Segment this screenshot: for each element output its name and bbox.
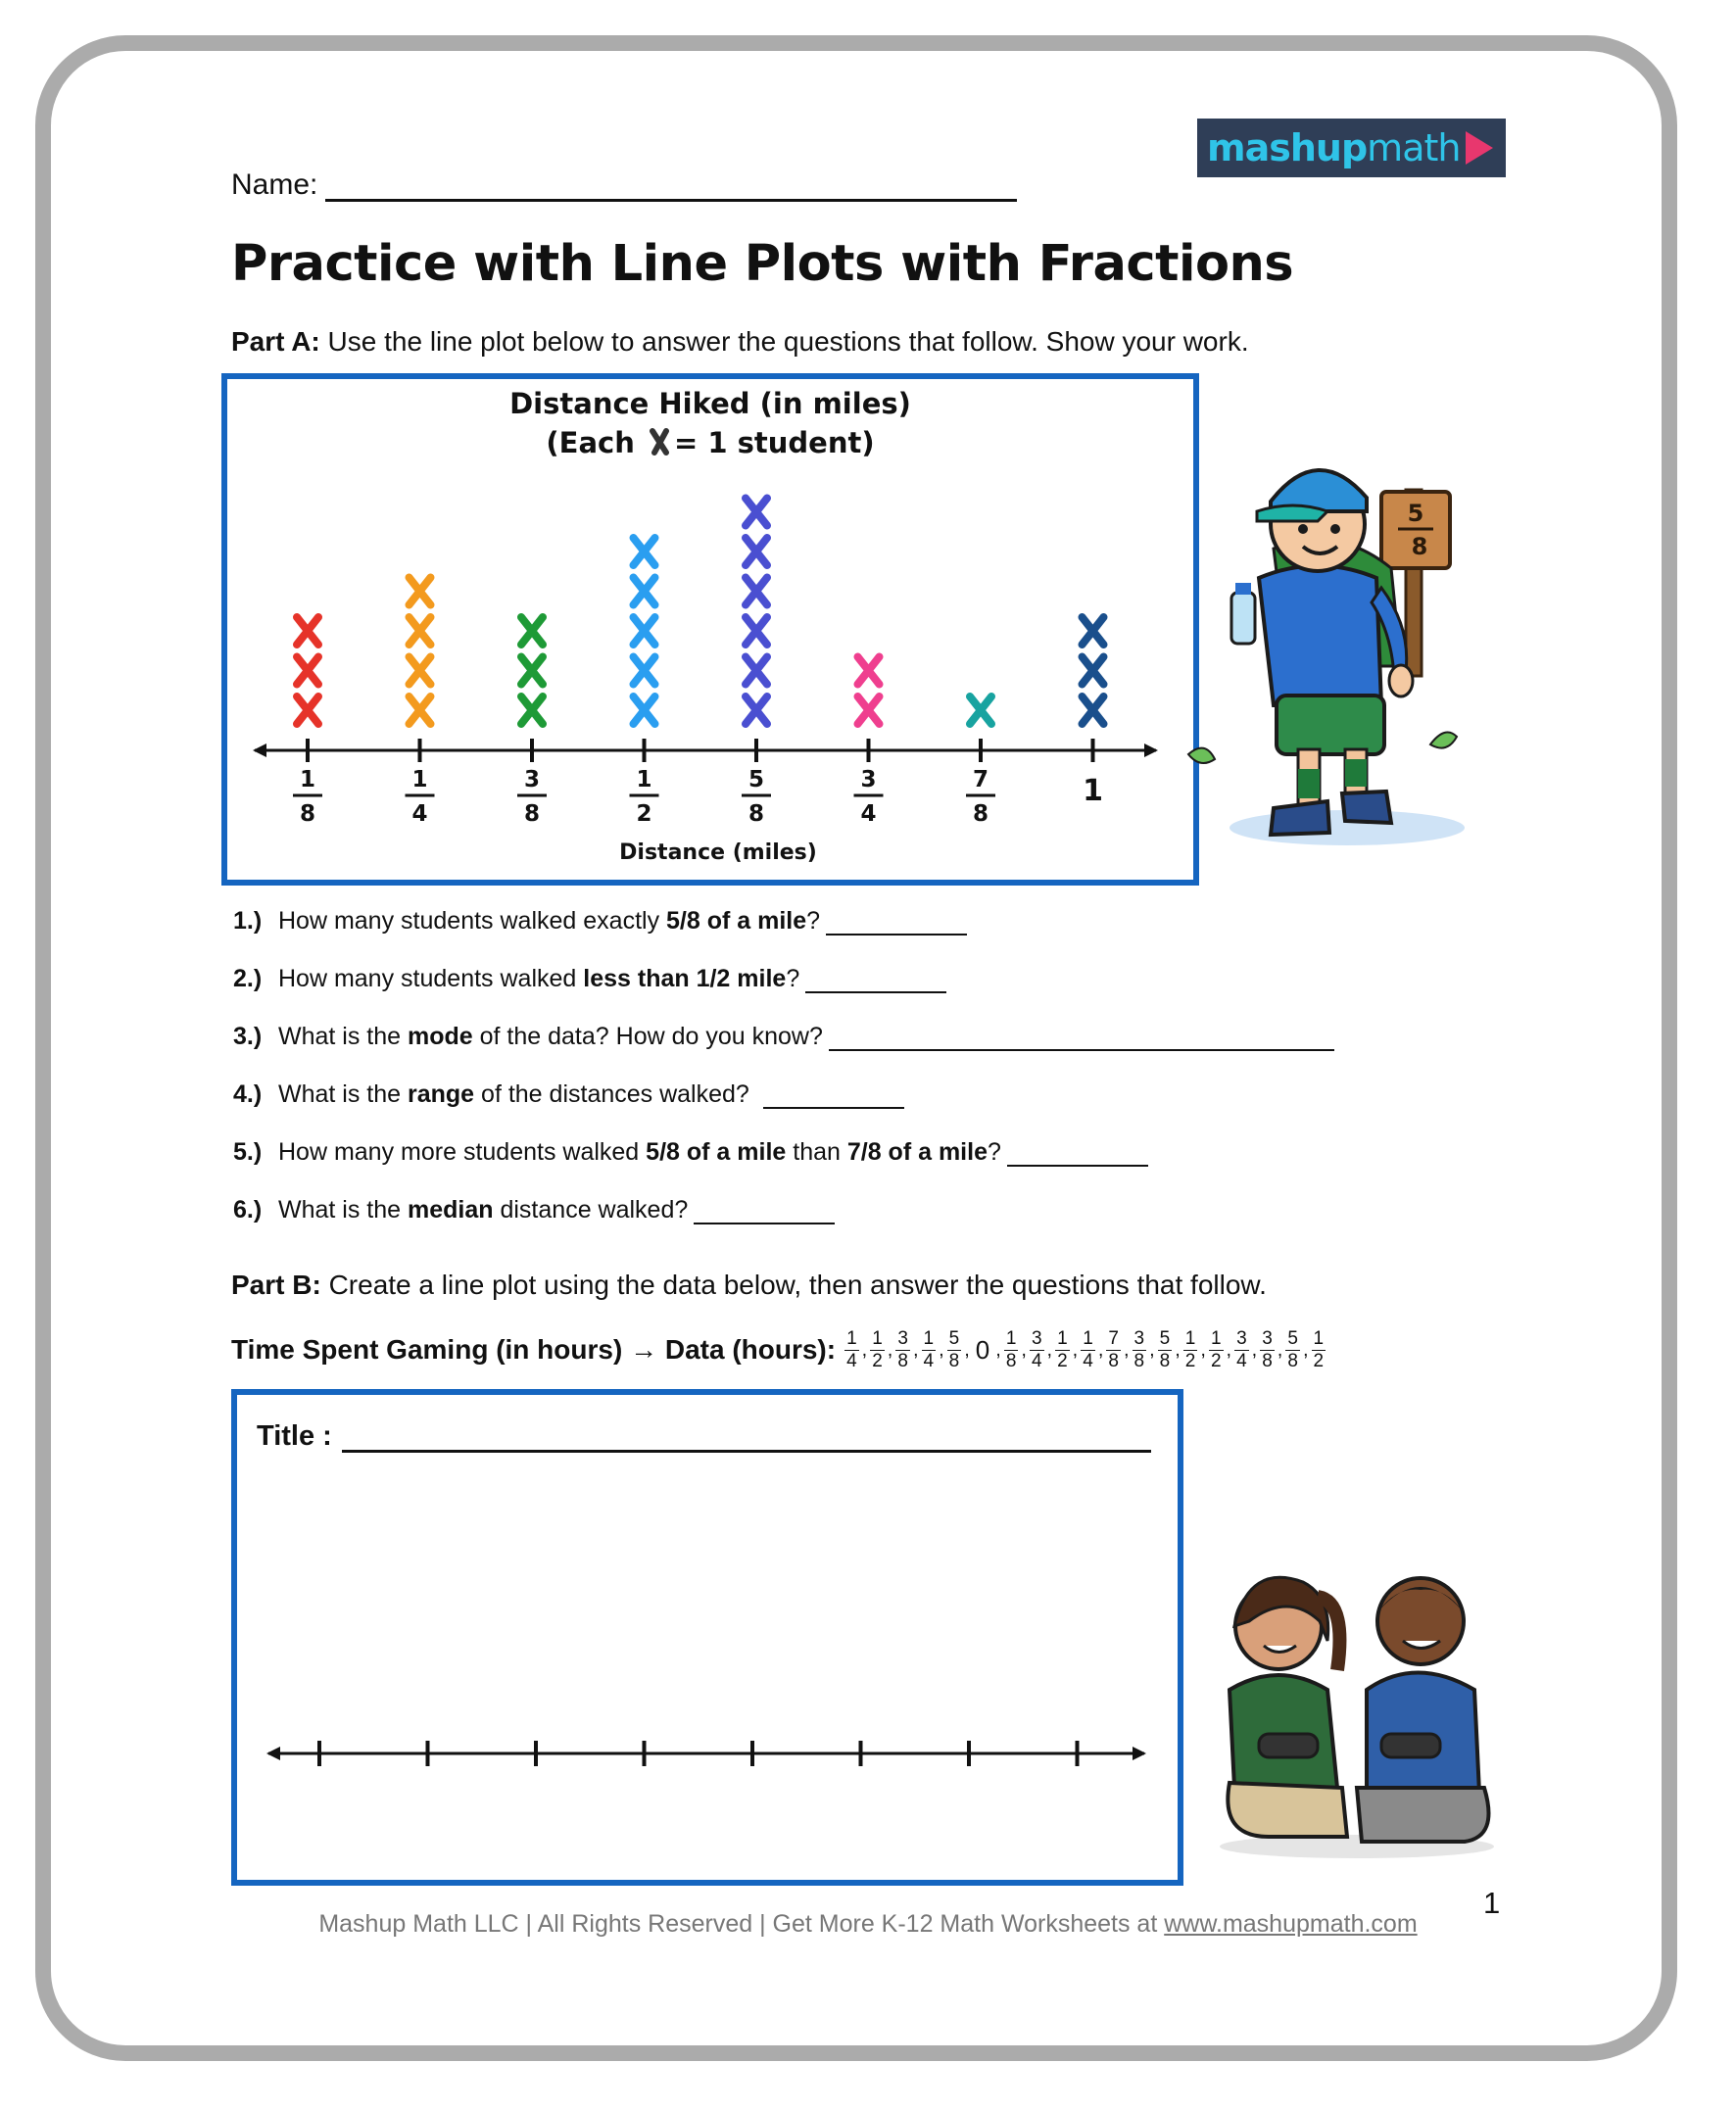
x-mark xyxy=(970,696,991,724)
tick-label-denominator: 8 xyxy=(299,801,316,827)
part-a-instructions: Part A: Use the line plot below to answer the questions that follow. Show your work. xyxy=(231,326,1249,357)
part-b-instructions: Part B: Create a line plot using the data below, then answer the questions that follow. xyxy=(231,1270,1267,1300)
data-value: $\frac{3}{4}$ xyxy=(1236,1327,1247,1371)
x-mark xyxy=(410,657,431,685)
arrow-left-icon xyxy=(253,744,266,757)
data-value: 0 xyxy=(975,1334,990,1365)
tick-label-numerator: 7 xyxy=(972,767,989,792)
question-number: 6.) xyxy=(233,1196,263,1223)
tick-label-numerator: 3 xyxy=(860,767,877,792)
svg-text:5: 5 xyxy=(1407,500,1424,527)
tick-label-denominator: 8 xyxy=(972,801,989,827)
question-text: How many students walked exactly 5/8 of a mile? xyxy=(278,907,821,935)
x-mark xyxy=(1083,696,1104,724)
x-mark xyxy=(746,657,767,685)
answer-blank[interactable] xyxy=(805,968,946,993)
data-value: $\frac{1}{2}$ xyxy=(1313,1327,1325,1371)
gamers-illustration xyxy=(1210,1543,1504,1861)
arrow-left-icon xyxy=(266,1747,280,1760)
x-mark xyxy=(858,696,880,724)
data-value: $\frac{5}{8}$ xyxy=(1287,1327,1298,1371)
question-3 xyxy=(233,1023,1334,1051)
data-value: $\frac{3}{4}$ xyxy=(1031,1327,1042,1371)
name-label: Name: xyxy=(231,168,318,201)
data-value: $\frac{1}{4}$ xyxy=(846,1327,857,1371)
x-mark xyxy=(410,578,431,605)
answer-blank[interactable] xyxy=(826,910,967,936)
x-mark xyxy=(1083,617,1104,645)
x-mark xyxy=(1083,657,1104,685)
chart-title: Distance Hiked (in miles) xyxy=(509,387,911,420)
data-value: $\frac{3}{8}$ xyxy=(897,1327,908,1371)
name-input-line[interactable] xyxy=(325,169,1017,202)
answer-blank[interactable] xyxy=(829,1026,1334,1051)
x-mark xyxy=(410,617,431,645)
x-mark xyxy=(746,696,767,724)
question-6 xyxy=(233,1196,835,1224)
x-mark xyxy=(634,696,655,724)
hiker-illustration xyxy=(1181,431,1479,862)
data-value: $\frac{5}{8}$ xyxy=(948,1327,960,1371)
question-number: 1.) xyxy=(233,907,263,935)
data-value: $\frac{1}{8}$ xyxy=(1005,1327,1017,1371)
tick-label-denominator: 4 xyxy=(860,801,877,827)
tick-label-numerator: 1 xyxy=(636,767,652,792)
arrow-right-icon xyxy=(1144,744,1158,757)
page-title: Practice with Line Plots with Fractions xyxy=(231,235,1294,293)
data-label: Time Spent Gaming (in hours) → Data (hours): xyxy=(231,1334,837,1365)
question-text: How many students walked less than 1/2 mile? xyxy=(278,965,800,992)
play-icon xyxy=(1466,131,1493,165)
question-text: What is the range of the distances walked? xyxy=(278,1080,749,1108)
name-row xyxy=(231,168,1017,202)
x-mark xyxy=(410,696,431,724)
data-value: $\frac{3}{8}$ xyxy=(1262,1327,1273,1371)
x-mark xyxy=(746,499,767,526)
question-4 xyxy=(233,1080,904,1109)
answer-blank[interactable] xyxy=(1007,1141,1148,1167)
mashup-math-logo: mashupmath xyxy=(1197,119,1506,177)
title-label: Title : xyxy=(257,1420,332,1452)
tick-label-denominator: 2 xyxy=(636,801,652,827)
tick-label-numerator: 1 xyxy=(299,767,316,792)
tick-label-denominator: 8 xyxy=(523,801,541,827)
chart-subtitle: (Each = 1 student) xyxy=(546,426,875,459)
footer: Mashup Math LLC | All Rights Reserved | Get More K-12 Math Worksheets at www.mashupmath.com xyxy=(318,1910,1418,1938)
answer-blank[interactable] xyxy=(763,1083,904,1109)
tick-label: 1 xyxy=(1083,774,1103,808)
data-value: $\frac{1}{2}$ xyxy=(1184,1327,1196,1371)
arrow-right-icon xyxy=(1133,1747,1146,1760)
question-number: 5.) xyxy=(233,1138,263,1166)
question-5 xyxy=(233,1138,1148,1167)
x-mark xyxy=(746,538,767,565)
question-number: 2.) xyxy=(233,965,263,992)
question-text: What is the mode of the data? How do you know? xyxy=(278,1023,823,1050)
answer-blank[interactable] xyxy=(694,1199,835,1224)
x-mark xyxy=(746,617,767,645)
question-text: What is the median distance walked? xyxy=(278,1196,689,1223)
question-2 xyxy=(233,965,946,993)
question-number: 4.) xyxy=(233,1080,263,1108)
x-mark xyxy=(634,578,655,605)
x-mark xyxy=(297,657,318,685)
x-mark xyxy=(521,617,543,645)
x-axis-label: Distance (miles) xyxy=(619,840,817,865)
question-1 xyxy=(233,907,967,936)
data-value: $\frac{1}{4}$ xyxy=(1083,1327,1093,1371)
data-value: $\frac{1}{2}$ xyxy=(872,1327,883,1371)
x-mark xyxy=(297,617,318,645)
x-mark xyxy=(521,696,543,724)
data-value: $\frac{1}{2}$ xyxy=(1057,1327,1068,1371)
page-number: 1 xyxy=(1483,1886,1501,1920)
blank-number-line xyxy=(231,1389,1183,1886)
tick-label-numerator: 5 xyxy=(747,767,765,792)
tick-label-numerator: 3 xyxy=(523,767,541,792)
distance-line-plot xyxy=(221,373,1199,886)
question-text: How many more students walked 5/8 of a mile than 7/8 of a mile? xyxy=(278,1138,1001,1166)
x-mark xyxy=(521,657,543,685)
x-mark xyxy=(634,538,655,565)
tick-label-numerator: 1 xyxy=(411,767,428,792)
svg-text:8: 8 xyxy=(1411,533,1428,560)
x-mark xyxy=(634,617,655,645)
x-mark xyxy=(297,696,318,724)
data-value: $\frac{3}{8}$ xyxy=(1133,1327,1145,1371)
footer-link[interactable]: www.mashupmath.com xyxy=(1164,1910,1418,1938)
tick-label-denominator: 4 xyxy=(411,801,428,827)
data-value: $\frac{1}{4}$ xyxy=(923,1327,935,1371)
x-mark xyxy=(858,657,880,685)
data-value: $\frac{5}{8}$ xyxy=(1159,1327,1171,1371)
data-value: $\frac{7}{8}$ xyxy=(1108,1327,1119,1371)
gaming-data-row: Time Spent Gaming (in hours) → Data (hours): $\frac{1}{4}$ , $\frac{1}{2}$ , $\frac{3}{8}$ , $\frac{1}{4}$ , $\frac{5}{8}$ , 0 , $\frac{1}{8}$ , $\frac{3}{4}$ , $\frac{1}{2}$ , $\frac{1}{4}$ , $\frac{7}{8}$ , $\frac{3}{8}$ , $\frac{5}{8}$ , $\frac{1}{2}$ , $\frac{1}{2}$ , $\frac{3}{4}$ , $\frac{3}{8}$ , $\frac{5}{8}$ , $\frac{1}{2}$ xyxy=(231,1327,1325,1371)
x-mark xyxy=(634,657,655,685)
x-mark xyxy=(746,578,767,605)
question-number: 3.) xyxy=(233,1023,263,1050)
tick-label-denominator: 8 xyxy=(747,801,765,827)
data-value: $\frac{1}{2}$ xyxy=(1210,1327,1222,1371)
